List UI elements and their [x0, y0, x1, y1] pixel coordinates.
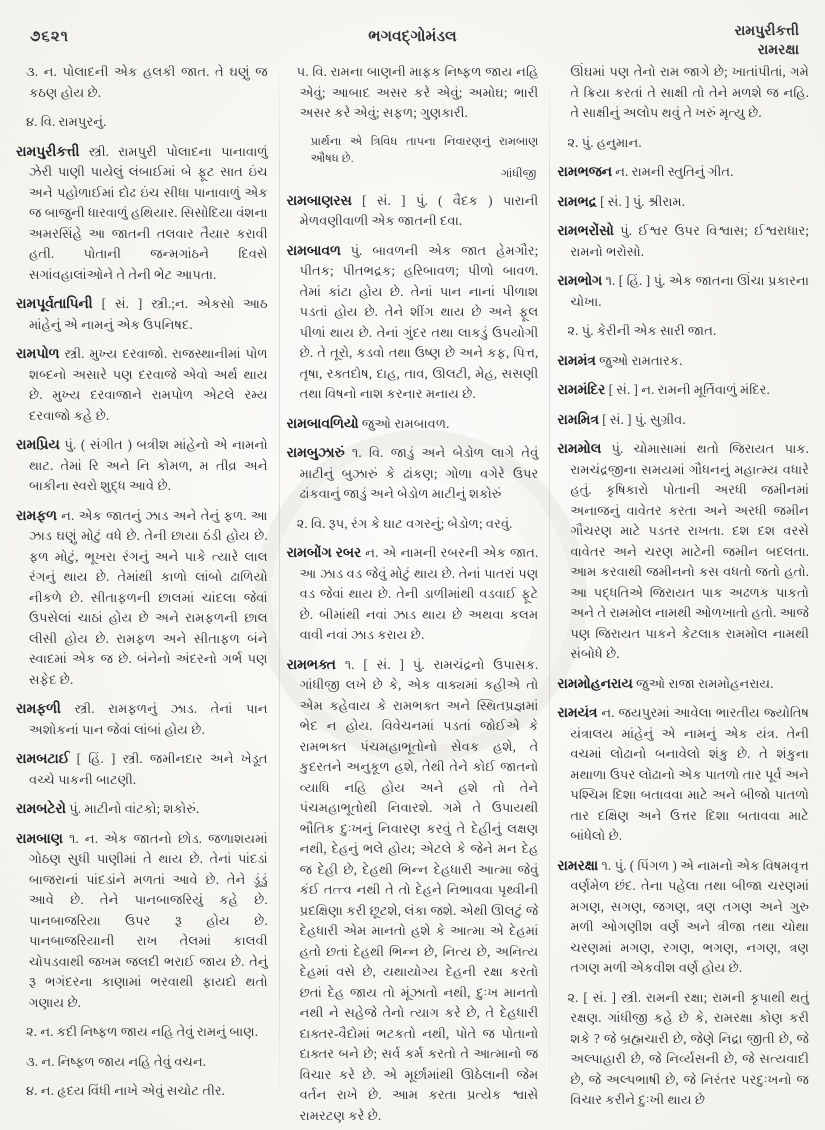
headword: રામમંદિર: [557, 382, 606, 397]
headword: રામમંત્ર: [557, 352, 596, 368]
headword: રામબોંગ રબર: [286, 545, 362, 560]
quote-attribution: ગાંધીજી: [501, 166, 537, 180]
headword: રામયંત્ર: [557, 705, 598, 720]
dictionary-entry: રામભોગ ૧. [ હિં. ] પું. એક જાતના ઊંચા પ્રકારના ચોખા.: [557, 273, 809, 309]
sense-item: ૫. વિ. રામના બાણની માફક નિષ્ફળ જાય નહિ એવું; આબાદ અસર કરે એવું; અમોઘ; ભારી અસર કરે એવું; સફળ; ગુણકારી.: [296, 64, 539, 120]
running-head-first-word: રામપુરીક્ત્તી: [734, 24, 799, 39]
dictionary-entry: રામભદ્ર [ સં. ] પું. શ્રીરામ.: [557, 193, 686, 209]
dictionary-entry: રામમિત્ર [ સં. ] પું. સુગ્રીવ.: [557, 411, 686, 427]
dictionary-entry: રામભક્ત ૧. [ સં. ] પું. રામચંદ્રનો ઉપાસક. ગાંધીજી લખે છે કે, એક વાક્યમાં કહીએ તો એમ કહેવાય કે રામભક્ત અને સ્થિતપ્રજ્ઞમાં ભેદ ન હોય. વિવેચનમાં પડતાં જોઈએ કે રામભક્ત પંચમહાભૂતોનો સેવક હશે, તે કુદરતને અનુકૂળ હશે, તેથી તેને કોઈ જાતનો વ્યાધિ નહિ હોય અને હશે તો તેને પંચમહાભૂતોથી નિવારશે. ગમે તે ઉપાયથી ભૌતિક દુઃખનું નિવારણ કરવું તે દેહીનું લક્ષણ નથી, દેહનું ભલે હોય; એટલે કે જેને મન દેહ જ દેહી છે, દેહથી ભિન્ન દેહધારી આત્મા જેવું કંઈ તત્ત્વ નથી તે તો દેહને નિભાવવા પૃથ્વીની પ્રદક્ષિણા કરી છૂટશે, લંકા જશે. એથી ઊલટું જે દેહધારી એમ માનતો હશે કે આત્મા એ દેહમાં હતો છતાં દેહથી ભિન્ન છે, નિત્ય છે, અનિત્ય દેહમાં વસે છે, યથાયોગ્ય દેહની રક્ષા કરતો છતાં દેહ જાય તો મૂંઝાતો નથી, દુઃખ માનતો નથી ને સહેજે તેનો ત્યાગ કરે છે, તે દેહધારી દાક્તર-વૈદોમાં ભટકતો નથી, પોતે જ પોતાનો દાક્તર બને છે; સર્વ કર્મ કરતો તે આત્માનો જ વિચાર કરે છે. એ મૂર્છામાંથી ઊઠેલાની જેમ વર્તન રાખે છે. આમ કરતા પ્રત્યેક શ્વાસે રામરટણ કરે છે.: [286, 656, 539, 1123]
dictionary-entry: રામબાવળિયો જુઓ રામબાવળ.: [286, 415, 450, 431]
dictionary-entry: રામફળ ન. એક જાતનું ઝાડ અને તેનું ફળ. આ ઝાડ ઘણું મોટું વધે છે. તેની છાયા ઠંડી હોય છે. ફળ મોટું, ભૂખરા રંગનું અને પાકે ત્યારે લાલ રંગનું થાય છે. તેમાંથી કાળો લાંબો ઢાળિયો નીકળે છે. સીતાફળની છાલમાં ચાંદલા જેવાં ઉપસેલાં ચાઠાં હોય છે અને રામફળની છાલ લીસી હોય છે. રામફળ અને સીતાફળ બંને સ્વાદમાં એક જ છે. બંનેનો અંદરનો ગર્ભ પણ સફેદ છે.: [16, 507, 268, 687]
headword: રામમોલ: [557, 441, 602, 456]
dictionary-entry: રામભરોંસો પું. ઈશ્વર ઉપર વિશ્વાસ; ઈશ્વરાધાર; રામનો ભરોસો.: [557, 223, 809, 259]
dictionary-entry: રામબટાઈ [ હિં. ] સ્ત્રી. જમીનદાર અને ખેડૂત વચ્ચે પાકની બાટણી.: [16, 751, 268, 787]
sense-item: ૨. વિ. રૂપ, રંગ કે ઘાટ વગરનું; બેડોળ; વરવું.: [296, 515, 513, 531]
headword: રામબાવળ: [286, 242, 341, 258]
dictionary-entry: રામબોંગ રબર ન. એ નામની રબરની એક જાત. આ ઝાડ વડ જેવું મોટું થાય છે. તેનાં પાતરાં પણ વડ જેવાં થાય છે. તેની ડાળીમાંથી વડવાઈ ફૂટે છે. બીમાંથી નવાં ઝાડ થાય છે અથવા કલમ વાવી નવાં ઝાડ કરાય છે.: [286, 545, 539, 642]
headword: રામમોહનરાય: [557, 675, 633, 691]
headword: રામબુઝારું: [286, 445, 345, 460]
dictionary-entry: રામયંત્ર ન. જયપુરમાં આવેલા ભારતીય જ્યોતિષ યંત્રાલય માંહેનું એ નામનું એક યંત્ર. તેની વચમાં લોઢાનો બનાવેલો શંકુ છે. તે શંકુના મથાળા ઉપર લોઢાનો એક પાતળો તાર પૂર્વ અને પશ્ચિમ દિશા બતાવવા માટે અને બીજો પાતળો તાર દક્ષિણ અને ઉત્તર દિશા બતાવવા માટે બાંધેલો છે.: [557, 705, 809, 843]
book-title: ભગવદ્ગોમંડલ: [368, 28, 457, 45]
text-columns: [14, 62, 815, 1130]
column-separator: [279, 62, 280, 1102]
dictionary-entry: રામબાણ ૧. ન. એક જાતનો છોડ. જળાશયમાં ગોઠણ સુધી પાણીમાં તે થાય છે. તેનાં પાંદડાં બાજરાનાં પાંદડાંને મળતાં આવે છે. તેને ડૂંડું આવે છે. તેને પાનબાજરિયું કહે છે. પાનબાજરિયા ઉપર રૂ હોય છે. પાનબાજરિયાની રાખ તેલમાં કાલવી ચોપડવાથી જખમ જલદી ભરાઈ જાય છે. તેનું રૂ ભગંદરના કાણામાં ભરવાથી ફાયદો થતો ગણાય છે.: [16, 830, 268, 1010]
sense-item: ૨. પું. હનુમાન.: [567, 134, 642, 150]
column-1: [14, 62, 274, 1124]
dictionary-entry: રામપ્રિય પું. ( સંગીત ) બત્રીશ માંહેનો એ નામનો થાટ. તેમાં રિ અને નિ કોમળ, મ તીવ્ર અને બાકીના સ્વરો શુદ્ધ આવે છે.: [16, 437, 268, 493]
headword: રામબાણ: [16, 830, 63, 846]
headword: રામભજન: [557, 164, 612, 179]
page-number: ૭૬૨૧: [30, 29, 69, 45]
continuation-paragraph: ઊંઘમાં પણ તેનો રામ જાગે છે; ખાતાંપીતાં, ગમે તે ક્રિયા કરતાં તે સાક્ષી તો તેને મળશે જ નહિ. તે સાક્ષીનું અલોપ થવું તે ખરું મૃત્યુ છે.: [570, 64, 809, 120]
dictionary-entry: રામબાણરસ [ સં. ] પું. ( વૈદક ) પારાની મેળવણીવાળી એક જાતની દવા.: [286, 192, 539, 228]
headword: રામબટાઈ: [16, 751, 70, 766]
headword: રામરક્ષા: [557, 857, 599, 873]
dictionary-entry: રામબટેરો પું. માટીનો વાંટકો; શકોરું.: [16, 801, 200, 816]
headword: રામપુરીક્ત્તી: [16, 143, 80, 159]
headword: રામબટેરો: [16, 801, 66, 816]
headword: રામપૂર્વતાપિની: [16, 296, 93, 311]
quote-text: પ્રાર્થના એ ત્રિવિધ તાપના નિવારણનું રામબાણ ઔષધ છે.: [310, 134, 539, 165]
headword: રામફળ: [16, 507, 57, 523]
headword: રામભક્ત: [286, 656, 336, 672]
dictionary-entry: રામભજન ન. રામની સ્તુતિનું ગીત.: [557, 164, 734, 179]
sense-item: ૨. [ સં. ] સ્ત્રી. રામની રક્ષા; રામની કૃપાથી થતું રક્ષણ. ગાંધીજી કહે છે કે, રામરક્ષા કોણ કરી શકે ? જે બ્રહ્મચારી છે, જેણે નિદ્રા જીતી છે, જે અલ્પાહારી છે, જે નિર્વ્યસની છે, જે સત્યવાદી છે, જે અલ્પભાષી છે, જે નિરંતર પરદુઃખનો જ વિચાર કરીને દુઃખી થાય છે: [567, 989, 809, 1107]
sense-item: ૨. ન. કદી નિષ્ફળ જાય નહિ તેવું રામનું બાણ.: [26, 1024, 259, 1039]
sense-item: ૪. વિ. રામપુરનું.: [26, 114, 107, 129]
running-head-last-word: રામરક્ષા: [757, 43, 799, 58]
headword: રામબાવળિયો: [286, 415, 359, 431]
dictionary-entry: રામબાવળ પું. બાવળની એક જાત હેમગૌર; પીતક; પીતભદ્રક; હરિબાવળ; પીળો બાવળ. તેમાં કાંટા હોય છે. તેનાં પાન નાનાં પીળાશ પડતાં હોય છે. તેને શીંગ થાય છે અને ફૂલ પીળાં થાય છે. તેનાં ગુંદર તથા લાકડું ઉપયોગી છે. તે તૂરો, કડવો તથા ઉષ્ણ છે અને કફ, પિત્ત, તૃષા, રક્તદોષ, દાહ, તાવ, ઊલટી, મેહ, સસણી તથા વિષનો નાશ કરનાર મનાય છે.: [286, 242, 539, 401]
headword: રામભરોંસો: [557, 223, 614, 238]
page-header: [0, 18, 825, 64]
dictionary-entry: રામરક્ષા ૧. પું. ( પિંગળ ) એ નામનો એક વિષમવૃત્ત વર્ણમેળ છંદ. તેના પહેલા તથા બીજા ચરણમાં મગણ, સગણ, જગણ, ત્રણ તગણ અને ગુરુ મળી ઓગણીશ વર્ણ અને ત્રીજા તથા ચોથા ચરણમાં મગણ, રગણ, ભગણ, નગણ, ત્રણ તગણ મળી એકવીશ વર્ણ હોય છે.: [557, 857, 809, 975]
dictionary-entry: રામમંદિર [ સં. ] ન. રામની મૂર્તિવાળું મંદિર.: [557, 382, 770, 397]
column-separator: [549, 62, 550, 1102]
dictionary-entry: રામપૂર્વતાપિની [ સં. ] સ્ત્રી.;ન. એકસો આઠ માંહેનું એ નામનું એક ઉપનિષદ.: [16, 296, 268, 332]
running-head: [735, 22, 799, 60]
sense-item: ૩. ન. પોલાદની એક હલકી જાત. તે ઘણું જ કઠણ હોય છે.: [26, 64, 268, 100]
headword: રામબાણરસ: [286, 192, 352, 208]
dictionary-entry: રામપોળ સ્ત્રી. મુખ્ય દરવાજો. રાજસ્થાનીમાં પોળ શબ્દનો અસારે પણ દરવાજે એવો અર્થ થાય છે. મુખ્ય દરવાજાને રામપોળ એટલે રમ્ય દરવાજો કહે છે.: [16, 346, 268, 423]
headword: રામપ્રિય: [16, 437, 60, 452]
dictionary-entry: રામમંત્ર જુઓ રામતારક.: [557, 352, 683, 368]
headword: રામભદ્ર: [557, 193, 597, 209]
column-2: [285, 62, 545, 1124]
headword: રામમિત્ર: [557, 411, 599, 427]
sense-item: ૨. પું. કેરીની એક સારી જાત.: [567, 323, 717, 338]
dictionary-entry: રામમોલ પું. ચોમાસામાં થતો જિરાયત પાક. રામચંદ્રજીના સમયમાં ગૌધનનું મહાત્મ્ય વધારે હતું. કૃષિકારો પોતાની અરધી જમીનમાં અનાજનું વાવેતર કરતા અને અરધી જમીન ગૌચરણ માટે પડતર રાખતા. દશ દશ વરસે વાવેતર અને ચરણ માટેની જમીન બદલતા. આમ કરવાથી જમીનનો કસ વધતો જતો હતો. આ પદ્ધતિએ જિરાયત પાક અઢળક પાકતો અને તે રામમોલ નામથી ઓળખાતો હતો. આજે પણ જિરાયત પાકને કેટલાક રામમોલ નામથી સંબોધે છે.: [557, 441, 809, 661]
dictionary-entry: રામમોહનરાય જુઓ રાજા રામમોહનરાય.: [557, 675, 774, 691]
sense-item: ૪. ન. હૃદય વિંધી નાખે એવું સચોટ તીર.: [26, 1083, 225, 1098]
headword: રામપોળ: [16, 346, 60, 361]
dictionary-entry: રામબુઝારું ૧. વિ. જાડું અને બેડોળ લાગે તેવું માટીનું બુઝારું કે ઢાંકણ; ગોળા વગેરે ઉપર ઢાંકવાનું જાડું અને બેડોળ માટીનું શકોરું: [286, 445, 539, 501]
sense-item: ૩. ન. નિષ્ફળ જાય નહિ તેવું વચન.: [26, 1053, 207, 1069]
dictionary-entry: રામપુરીક્ત્તી સ્ત્રી. રામપુરી પોલાદના પાનાવાળું ઝેરી પાણી પાયેલું લંબાઈમાં બે ફૂટ સાત ઇંચ અને પહોળાઈમાં દોઢ ઇંચ સીધા પાનાવાળું એક જ બાજુની ધારવાળું હથિયાર. સિસોદિયા વંશના અમરસિંહે આ જાતની તલવાર તૈયાર કરાવી હતી. પોતાની જન્મગાંઠને દિવસે સગાંવહાલાંઓને તે તેની ભેટ આપતા.: [16, 143, 268, 282]
dictionary-entry: રામફળી સ્ત્રી. રામફળનું ઝાડ. તેનાં પાન અશોકનાં પાન જેવાં લાંબાં હોય છે.: [16, 701, 268, 737]
quote-block: [311, 133, 539, 181]
headword: રામફળી: [16, 701, 61, 716]
column-3: [555, 62, 815, 1124]
headword: રામભોગ: [557, 273, 603, 288]
